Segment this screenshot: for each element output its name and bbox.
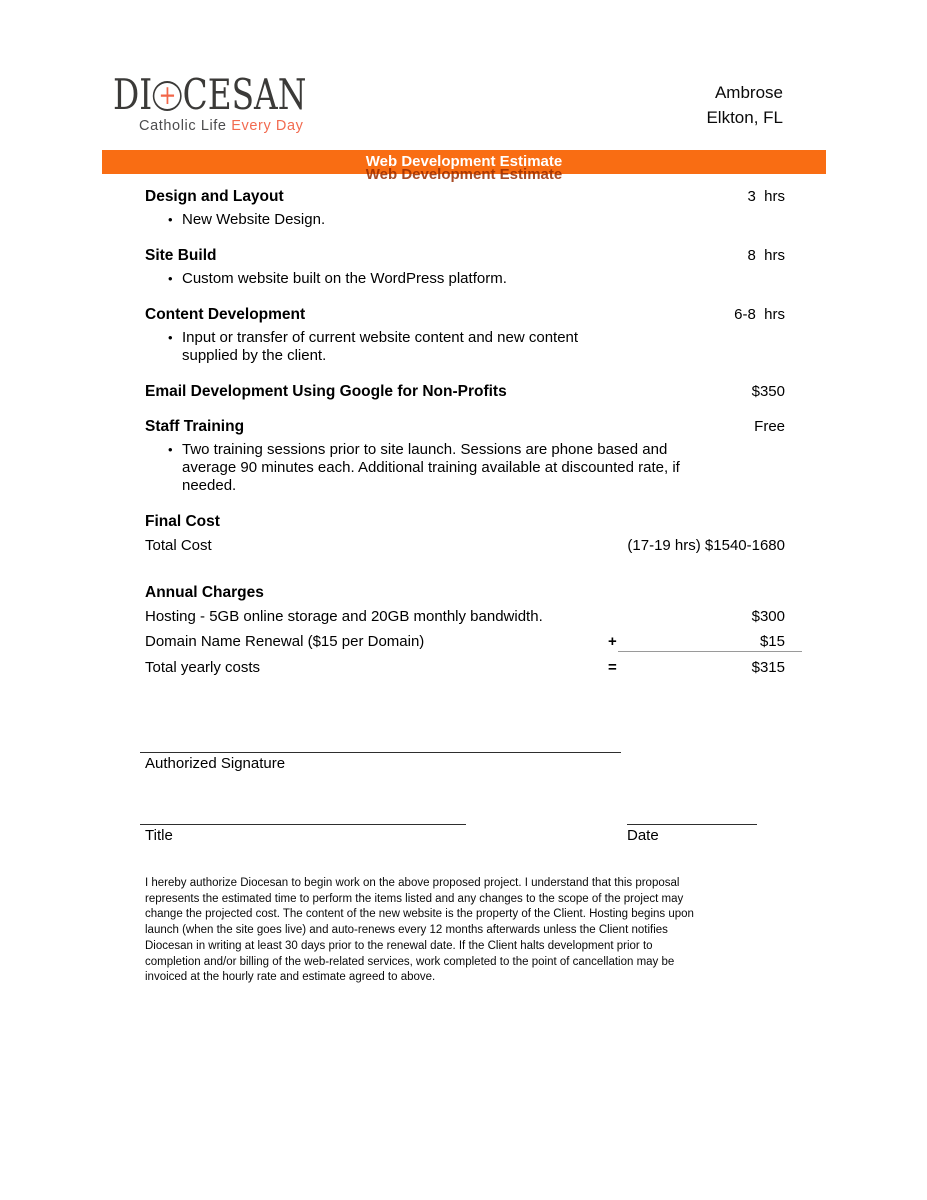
annual-charge-row bbox=[145, 634, 785, 652]
legal-text-line: I hereby authorize Diocesan to begin work on the above proposed project. I understand that this proposal bbox=[145, 877, 680, 889]
date-label: Date bbox=[627, 827, 659, 844]
bullet-text-line: supplied by the client. bbox=[182, 347, 327, 364]
bullet-text-line: average 90 minutes each. Additional training available at discounted rate, if bbox=[182, 459, 680, 476]
logo-cross-circle-icon bbox=[153, 81, 182, 111]
bullet-text-line: Custom website built on the WordPress platform. bbox=[182, 270, 507, 287]
bullet-item bbox=[145, 211, 785, 229]
estimate-section bbox=[145, 306, 785, 365]
bullet-text bbox=[182, 211, 325, 229]
estimate-section bbox=[145, 418, 785, 495]
bullet-marker bbox=[168, 329, 182, 365]
logo-wordmark bbox=[113, 70, 307, 119]
date-line bbox=[627, 824, 757, 825]
bullet-text bbox=[182, 329, 578, 365]
annual-charge-amount: $315 bbox=[751, 659, 785, 676]
section-value: 8 hrs bbox=[747, 247, 785, 264]
bullet-text bbox=[182, 270, 507, 288]
document-header bbox=[0, 0, 927, 134]
bullet-text-line: needed. bbox=[182, 477, 237, 494]
legal-text-line: completion and/or billing of the web-related services, work completed to the point of cancellation may be bbox=[145, 955, 675, 968]
document-title: Web Development Estimate bbox=[365, 153, 563, 170]
final-cost-section bbox=[145, 513, 785, 554]
bullet-marker bbox=[168, 211, 182, 229]
legal-terms-paragraph bbox=[145, 876, 785, 986]
date-field bbox=[466, 824, 757, 845]
title-date-row bbox=[145, 824, 785, 845]
logo-text-left: DI bbox=[113, 70, 153, 119]
total-cost-row bbox=[145, 537, 785, 554]
client-name: Ambrose bbox=[714, 83, 783, 102]
annual-charges-heading: Annual Charges bbox=[145, 584, 264, 601]
final-cost-heading-row bbox=[145, 513, 785, 530]
section-value: Free bbox=[754, 418, 785, 435]
logo-tagline bbox=[139, 118, 361, 134]
title-field bbox=[145, 824, 466, 845]
document-body bbox=[145, 188, 785, 986]
title-banner bbox=[102, 150, 826, 183]
annual-charge-amount: $300 bbox=[751, 608, 785, 625]
plus-icon: + bbox=[158, 80, 177, 111]
bullet-text bbox=[182, 441, 680, 495]
logo-text-right: CESAN bbox=[182, 70, 307, 119]
section-heading: Site Build bbox=[145, 247, 217, 264]
annual-charge-row bbox=[145, 609, 785, 626]
section-value: 3 hrs bbox=[747, 188, 785, 205]
section-value: $350 bbox=[751, 383, 785, 400]
bullet-marker bbox=[168, 441, 182, 495]
annual-charges-rows bbox=[145, 609, 785, 677]
section-heading-row bbox=[145, 188, 785, 205]
bullet-text-line: Input or transfer of current website content and new content bbox=[182, 329, 579, 346]
bullet-item bbox=[145, 270, 785, 288]
total-cost-label: Total Cost bbox=[145, 537, 212, 554]
legal-text-line: change the projected cost. The content of the new website is the property of the Client. Hosting begins upon bbox=[145, 908, 694, 921]
annual-charge-row bbox=[145, 660, 785, 677]
legal-text-line: represents the estimated time to perform the items listed and any changes to the scope of the project may bbox=[145, 892, 684, 905]
final-cost-heading: Final Cost bbox=[145, 513, 220, 530]
client-info bbox=[706, 80, 783, 130]
bullet-text-line: Two training sessions prior to site launch. Sessions are phone based and bbox=[182, 441, 668, 458]
tagline-orange-part: Every Day bbox=[231, 118, 304, 134]
estimate-section bbox=[145, 247, 785, 288]
annual-charge-amount: $15 bbox=[618, 634, 802, 652]
section-heading-row bbox=[145, 247, 785, 264]
section-heading-row bbox=[145, 306, 785, 323]
section-heading: Design and Layout bbox=[145, 188, 284, 205]
section-heading: Content Development bbox=[145, 306, 306, 323]
annual-charge-label: Hosting - 5GB online storage and 20GB monthly bandwidth. bbox=[145, 608, 543, 625]
legal-text-line: launch (when the site goes live) and auto-renews every 12 months afterwards unless the Client notifies bbox=[145, 924, 668, 937]
title-label: Title bbox=[145, 827, 173, 844]
section-heading: Staff Training bbox=[145, 418, 245, 435]
annual-charge-label: Total yearly costs bbox=[145, 659, 261, 676]
section-heading-row bbox=[145, 383, 785, 400]
bullet-item bbox=[145, 441, 785, 495]
legal-text-line: invoiced at the hourly rate and estimate agreed to above. bbox=[145, 971, 436, 984]
tagline-gray-part: Catholic Life bbox=[139, 118, 227, 134]
annual-charges-section bbox=[145, 584, 785, 677]
section-heading: Email Development Using Google for Non-Profits bbox=[145, 383, 507, 400]
annual-charge-label: Domain Name Renewal ($15 per Domain) bbox=[145, 633, 425, 650]
signature-line bbox=[140, 752, 621, 753]
bullet-item bbox=[145, 329, 785, 365]
estimate-section bbox=[145, 188, 785, 229]
signature-section bbox=[145, 752, 785, 845]
legal-text-line: Diocesan in writing at least 30 days prior to the renewal date. If the Client halts development prior to bbox=[145, 939, 653, 952]
title-banner-shadow-text: Web Development Estimate bbox=[365, 166, 563, 183]
total-cost-value: (17-19 hrs) $1540-1680 bbox=[627, 537, 785, 554]
annual-charge-operator: + bbox=[608, 633, 617, 650]
estimate-section bbox=[145, 383, 785, 400]
annual-charge-operator: = bbox=[608, 659, 617, 676]
sections bbox=[145, 188, 785, 495]
section-heading-row bbox=[145, 418, 785, 435]
client-location: Elkton, FL bbox=[706, 108, 783, 127]
section-value: 6-8 hrs bbox=[734, 306, 785, 323]
title-line bbox=[140, 824, 466, 825]
diocesan-logo bbox=[113, 70, 361, 134]
bullet-text-line: New Website Design. bbox=[182, 211, 326, 228]
signature-label: Authorized Signature bbox=[145, 755, 286, 772]
bullet-marker bbox=[168, 270, 182, 288]
